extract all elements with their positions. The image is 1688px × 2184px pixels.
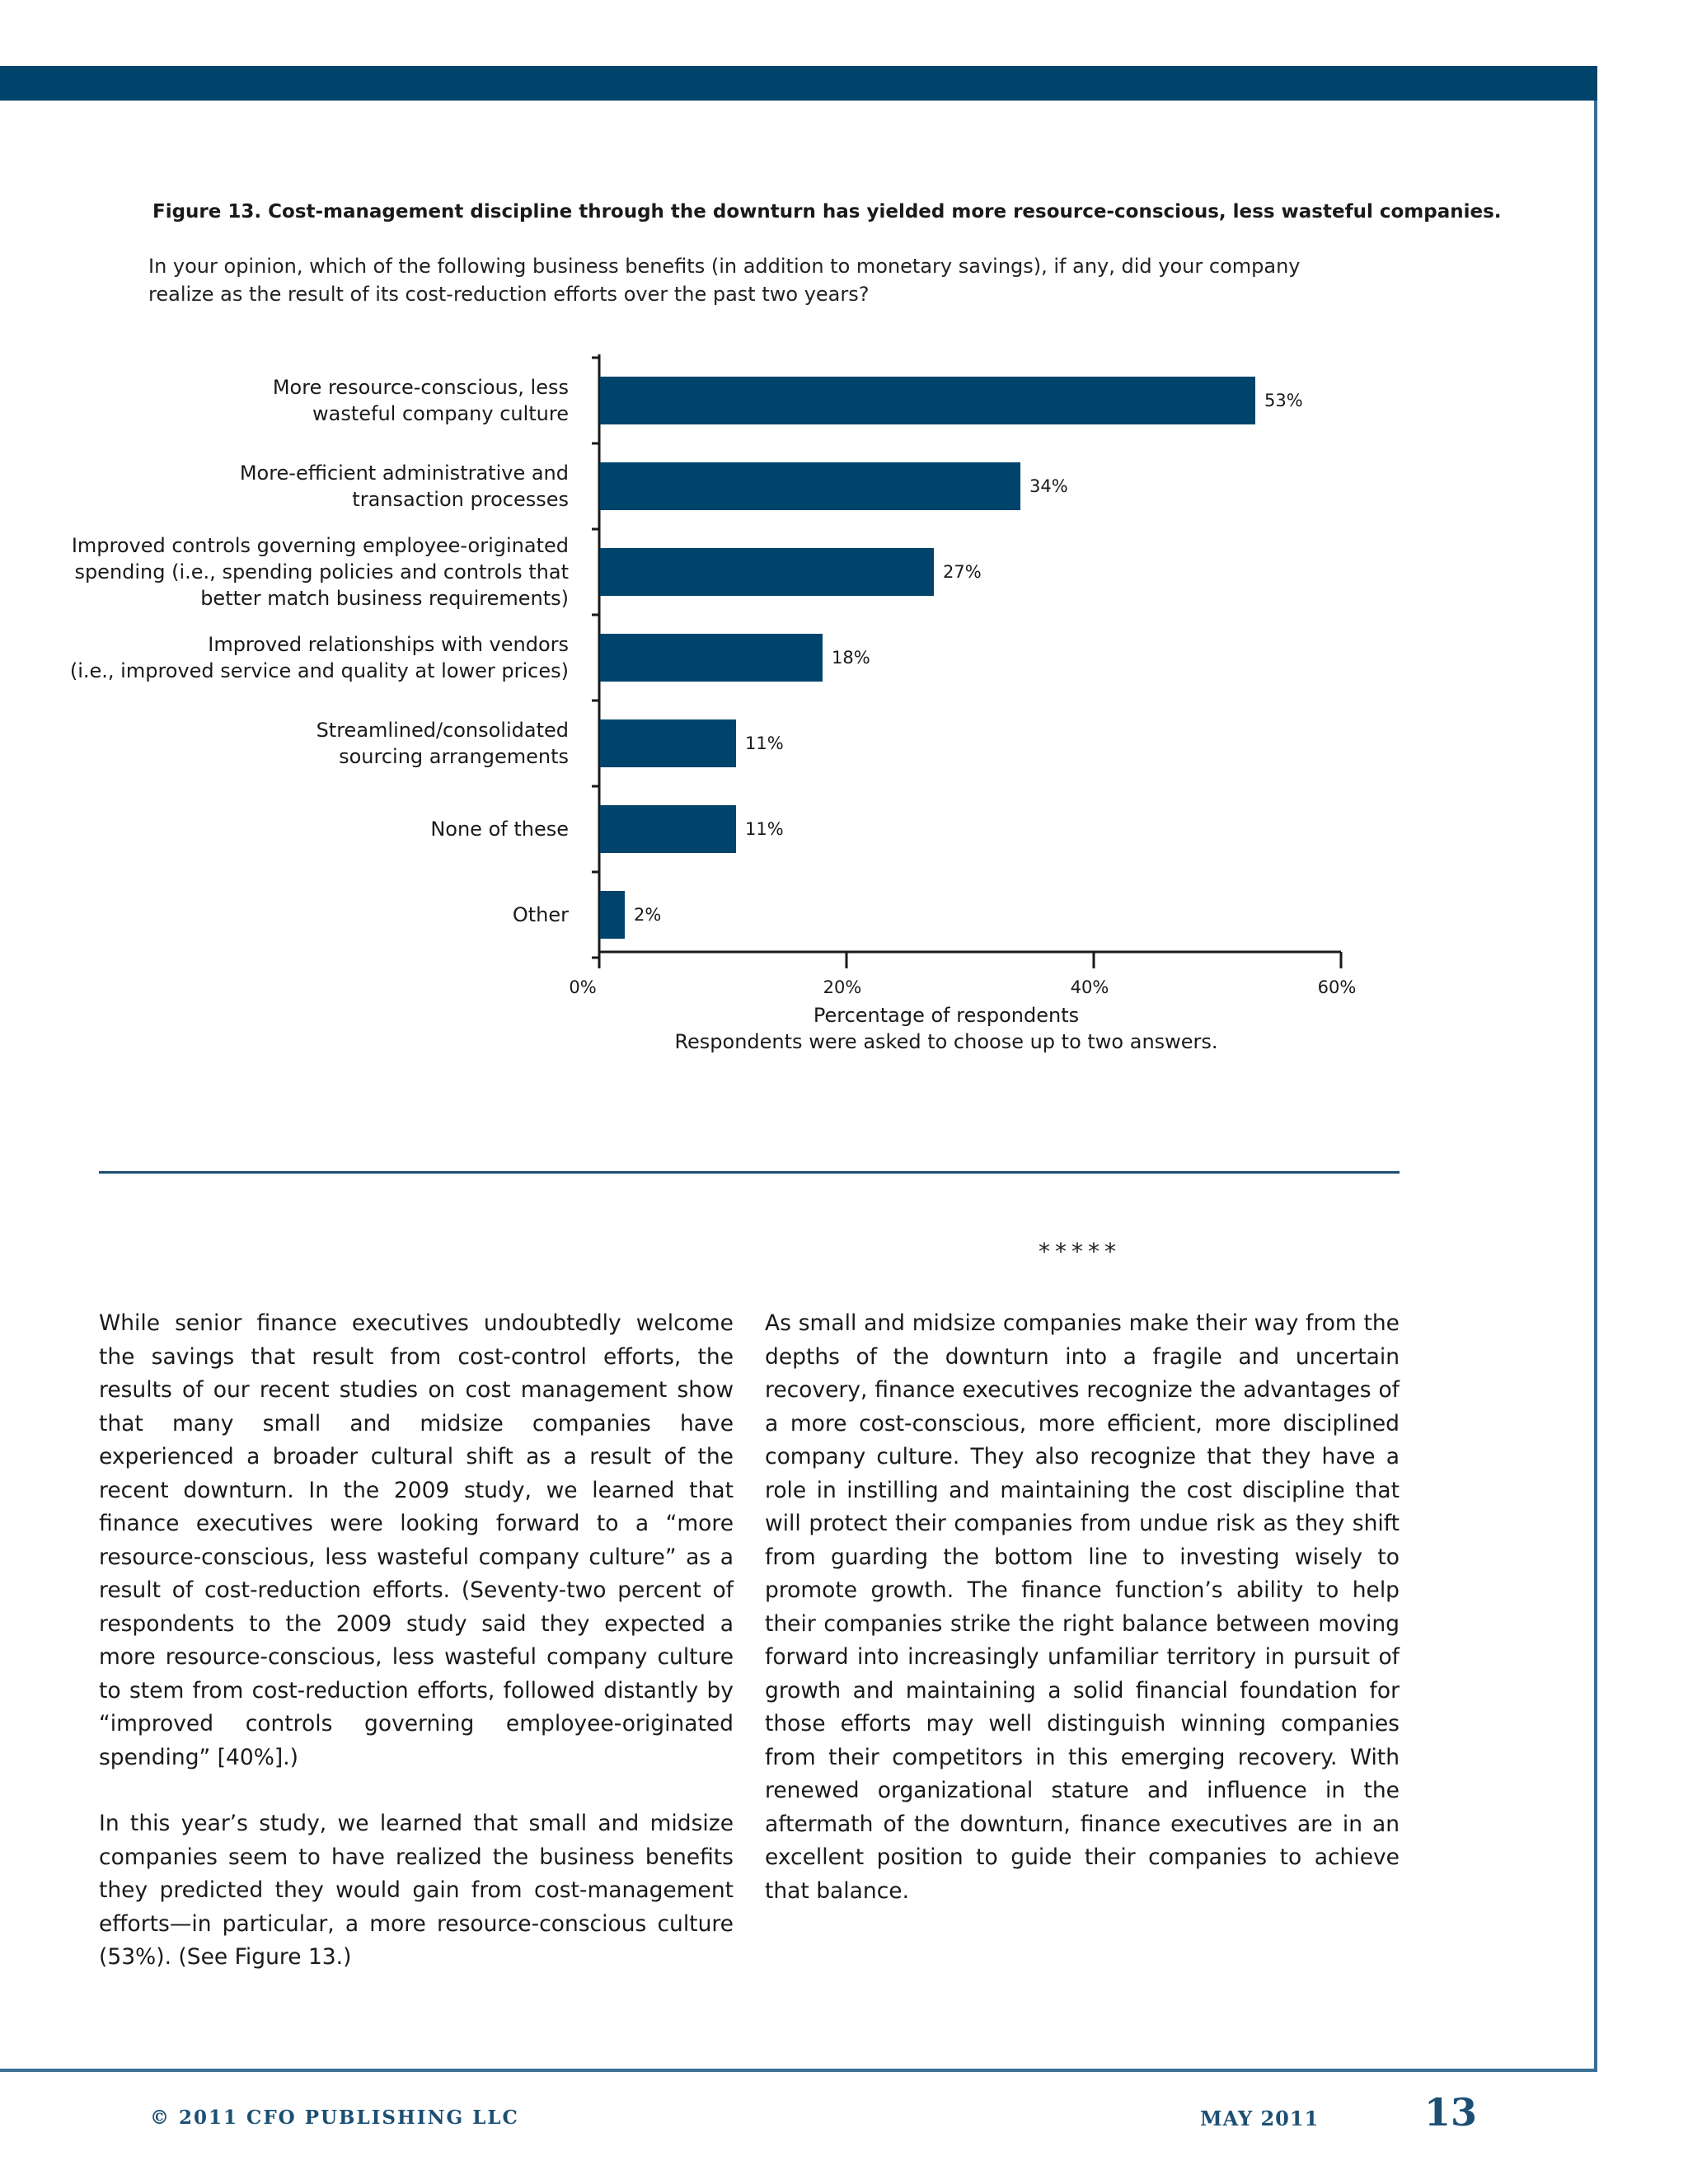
left-paragraph: In this year’s study, we learned that small and midsize companies seem to have realized the business benefits they predicted they would gain from cost-management efforts—in particular, a more resource-conscious culture (53%). (See Figure 13.) xyxy=(99,1811,734,1970)
category-label: Improved controls governing employee-originated xyxy=(71,534,569,557)
figure-question: In your opinion, which of the following business benefits (in addition to monetary savings), if any, did your company realize as the result of its cost-reduction efforts over the past two years? xyxy=(148,255,1301,306)
data-label: 53% xyxy=(1264,391,1303,410)
data-label: 18% xyxy=(832,648,870,668)
category-label: sourcing arrangements xyxy=(339,745,569,768)
chart-note: Respondents were asked to choose up to two answers. xyxy=(674,1030,1218,1053)
bar xyxy=(600,462,1020,510)
footer-date: MAY 2011 xyxy=(1200,2107,1320,2130)
category-label: Other xyxy=(512,903,569,926)
section-divider xyxy=(99,1171,1400,1174)
data-label: 2% xyxy=(634,905,662,925)
x-tick-label: 60% xyxy=(1317,977,1357,997)
data-label: 27% xyxy=(943,562,982,582)
left-paragraph: While senior finance executives undoubtedly welcome the savings that result from cost-control efforts, the results of our recent studies on cost management show that many small and midsize companies have experienced a broader cultural shift as a result of the recent downturn. In the 2009 study, we learned that finance executives were looking forward to a “more resource-conscious, less wasteful company culture” as a result of cost-reduction efforts. (Seventy-two percent of respondents to the 2009 study said they expected a more resource-conscious, less wasteful company culture to stem from cost-reduction efforts, followed distantly by “improved controls governing employee-originated spending” [40%].) xyxy=(99,1310,734,1770)
right-paragraph: As small and midsize companies make their way from the depths of the downturn into a fragile and uncertain recovery, finance executives recognize the advantages of a more cost-conscious, more efficient, more disciplined company culture. They also recognize that they have a role in instilling and maintaining the cost discipline that will protect their companies from undue risk as they shift from guarding the bottom line to investing wisely to promote growth. The finance function’s ability to help their companies strike the right balance between moving forward into increasingly unfamiliar territory in pursuit of growth and maintaining a solid financial foundation for those efforts may well distinguish winning companies from their competitors in this emerging recovery. With renewed organizational stature and influence in the aftermath of the downturn, finance executives are in an excellent position to guide their companies to achieve that balance. xyxy=(765,1310,1400,1904)
data-label: 11% xyxy=(745,733,784,753)
bar xyxy=(600,548,934,596)
bar xyxy=(600,634,823,682)
x-axis-title: Percentage of respondents xyxy=(813,1004,1080,1027)
category-label: spending (i.e., spending policies and controls that xyxy=(74,560,569,583)
x-tick-label: 0% xyxy=(569,977,597,997)
category-label: None of these xyxy=(430,818,569,841)
header-bar xyxy=(0,66,1597,101)
page-number: 13 xyxy=(1424,2090,1478,2135)
figure-title: Figure 13. Cost-management discipline through the downturn has yielded more resource-conscious, less wasteful companies. xyxy=(152,201,1502,223)
footer-copyright: © 2011 CFO PUBLISHING LLC xyxy=(150,2107,519,2129)
data-label: 11% xyxy=(745,819,784,839)
category-label: More-efficient administrative and xyxy=(239,462,569,485)
section-stars: ***** xyxy=(1039,1238,1121,1265)
bar-chart xyxy=(0,346,1688,1104)
bar xyxy=(600,719,736,767)
body-column-left xyxy=(99,1307,734,2008)
category-label: (i.e., improved service and quality at lower prices) xyxy=(69,659,569,682)
category-label: Improved relationships with vendors xyxy=(208,633,569,656)
category-label: better match business requirements) xyxy=(200,587,569,610)
bar xyxy=(600,377,1255,424)
category-label: Streamlined/consolidated xyxy=(316,719,569,742)
category-label: More resource-conscious, less xyxy=(272,376,569,399)
category-label: wasteful company culture xyxy=(312,402,569,425)
x-tick-label: 20% xyxy=(823,977,862,997)
category-label: transaction processes xyxy=(352,488,569,511)
data-label: 34% xyxy=(1029,476,1068,496)
bar xyxy=(600,805,736,853)
page-frame-bottom xyxy=(0,2069,1597,2072)
x-tick-label: 40% xyxy=(1070,977,1109,997)
bar xyxy=(600,891,625,939)
body-column-right xyxy=(765,1307,1400,1941)
